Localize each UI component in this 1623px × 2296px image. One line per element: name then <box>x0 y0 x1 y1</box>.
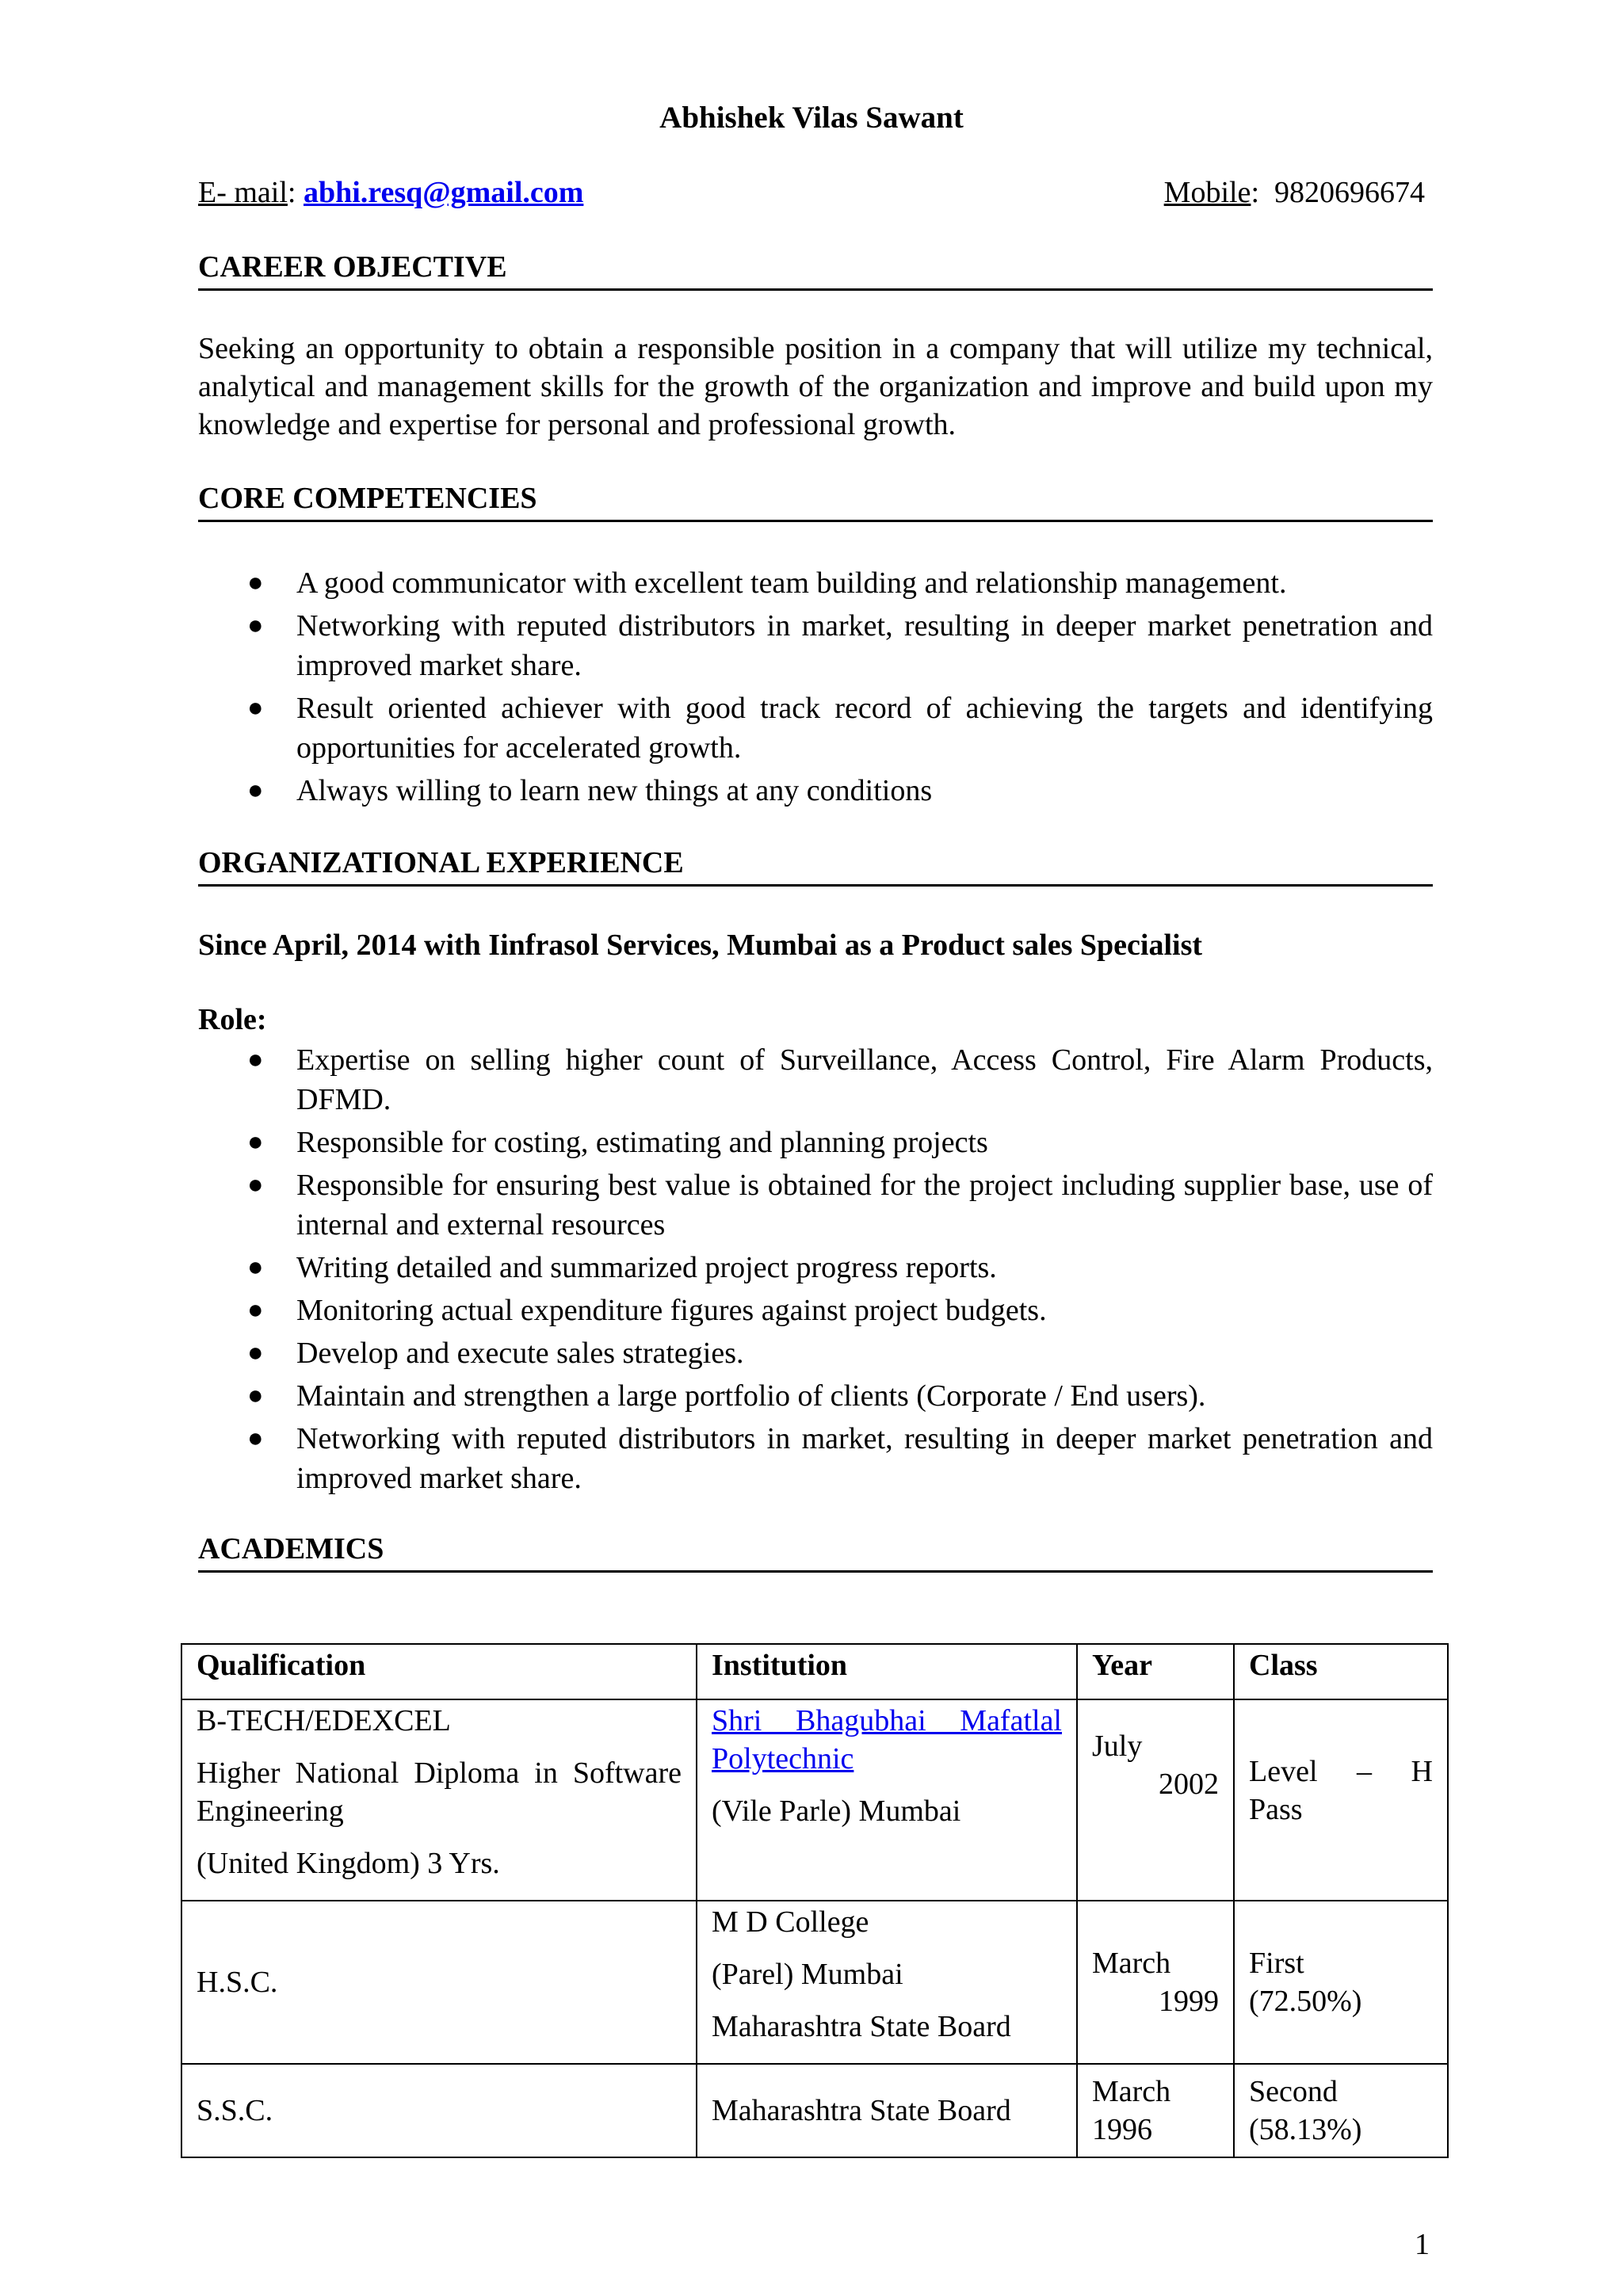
role-list <box>198 1040 1433 1501</box>
qualification-line: (United Kingdom) 3 Yrs. <box>197 1847 500 1880</box>
year-cell <box>1077 1699 1234 1901</box>
academics-table <box>181 1643 1449 2158</box>
bullet-icon: ● <box>247 1295 264 1325</box>
year-cell <box>1077 2064 1234 2157</box>
contact-line <box>198 173 1425 215</box>
institution-line: M D College <box>712 1905 869 1939</box>
table-row <box>181 1699 1448 1901</box>
bullet-icon: ● <box>247 1338 264 1367</box>
year-month: March <box>1092 1947 1171 1980</box>
year-cell <box>1077 1901 1234 2064</box>
class-cell <box>1234 2064 1448 2157</box>
bullet-icon: ● <box>247 1424 264 1453</box>
mobile-number: 9820696674 <box>1274 176 1425 209</box>
institution-link[interactable]: Shri Bhagubhai Mafatlal Polytechnic <box>712 1704 1062 1775</box>
year-value: 1996 <box>1092 2113 1152 2146</box>
email-group <box>198 173 583 212</box>
academics-heading: ACADEMICS <box>198 1531 1433 1573</box>
table-row <box>181 1901 1448 2064</box>
mobile-group <box>1164 173 1425 212</box>
list-item: ● Writing detailed and summarized project progress reports. <box>198 1248 1433 1287</box>
qualification-line: B-TECH/EDEXCEL <box>197 1704 451 1737</box>
institution-line: Maharashtra State Board <box>712 2010 1011 2043</box>
career-objective-heading: CAREER OBJECTIVE <box>198 249 1433 291</box>
email-link[interactable]: abhi.resq@gmail.com <box>303 176 584 209</box>
email-label: E- mail <box>198 176 288 209</box>
core-competencies-list <box>198 563 1433 814</box>
list-item: ● Result oriented achiever with good track record of achieving the targets and identifying opportunities for accelerated growth. <box>198 688 1433 768</box>
class-line: Second <box>1249 2075 1338 2108</box>
job-summary: Since April, 2014 with Iinfrasol Services, Mumbai as a Product sales Specialist <box>198 929 1203 962</box>
bullet-icon: ● <box>247 1170 264 1199</box>
year-month: July <box>1092 1730 1143 1763</box>
core-competencies-heading: CORE COMPETENCIES <box>198 480 1433 522</box>
list-item: ● Responsible for ensuring best value is obtained for the project including supplier base, use of internal and external resources <box>198 1165 1433 1245</box>
mobile-separator: : <box>1251 176 1259 209</box>
qualification-cell <box>181 2064 697 2157</box>
institution-line: (Vile Parle) Mumbai <box>712 1794 961 1828</box>
class-line: First <box>1249 1947 1304 1980</box>
bullet-icon: ● <box>247 693 264 723</box>
bullet-icon: ● <box>247 1253 264 1282</box>
qualification-line: Higher National Diploma in Software Engineering <box>197 1756 682 1828</box>
list-item: ● Responsible for costing, estimating and planning projects <box>198 1123 1433 1162</box>
column-header: Year <box>1077 1644 1234 1699</box>
list-item: ● Networking with reputed distributors in market, resulting in deeper market penetration and improved market share. <box>198 1419 1433 1498</box>
column-header: Class <box>1234 1644 1448 1699</box>
class-line: Pass <box>1249 1793 1303 1826</box>
bullet-icon: ● <box>247 1127 264 1157</box>
year-month: March <box>1092 2075 1171 2108</box>
qualification-cell <box>181 1699 697 1901</box>
email-separator: : <box>287 176 296 209</box>
institution-line: (Parel) Mumbai <box>712 1958 903 1991</box>
year-value: 2002 <box>1159 1768 1219 1801</box>
list-item: ● Always willing to learn new things at any conditions <box>198 771 1433 810</box>
list-item: ● Monitoring actual expenditure figures against project budgets. <box>198 1291 1433 1330</box>
qualification-line: S.S.C. <box>197 2094 273 2127</box>
year-value: 1999 <box>1159 1985 1219 2018</box>
list-item: ● Develop and execute sales strategies. <box>198 1333 1433 1373</box>
class-line: Level – H <box>1249 1755 1433 1788</box>
role-label: Role: <box>198 1003 267 1036</box>
bullet-icon: ● <box>247 611 264 640</box>
column-header: Institution <box>697 1644 1077 1699</box>
experience-heading: ORGANIZATIONAL EXPERIENCE <box>198 845 1433 887</box>
candidate-name: Abhishek Vilas Sawant <box>659 101 964 135</box>
institution-line: Maharashtra State Board <box>712 2094 1011 2127</box>
list-item: ● Maintain and strengthen a large portfolio of clients (Corporate / End users). <box>198 1376 1433 1416</box>
column-header: Qualification <box>181 1644 697 1699</box>
bullet-icon: ● <box>247 1045 264 1074</box>
institution-cell <box>697 1699 1077 1901</box>
qualification-cell <box>181 1901 697 2064</box>
bullet-icon: ● <box>247 568 264 597</box>
bullet-icon: ● <box>247 1381 264 1410</box>
class-line: (72.50%) <box>1249 1985 1362 2018</box>
list-item: ● A good communicator with excellent team building and relationship management. <box>198 563 1433 603</box>
career-objective-text: Seeking an opportunity to obtain a responsible position in a company that will utilize my technical, analytical and management skills for the growth of the organization and improve and build upon my knowledge and expertise for personal and professional growth. <box>198 332 1433 441</box>
institution-cell <box>697 2064 1077 2157</box>
table-row <box>181 2064 1448 2157</box>
mobile-label: Mobile <box>1163 176 1251 209</box>
list-item: ● Networking with reputed distributors in market, resulting in deeper market penetration and improved market share. <box>198 606 1433 685</box>
class-cell <box>1234 1901 1448 2064</box>
list-item: ● Expertise on selling higher count of Surveillance, Access Control, Fire Alarm Products, DFMD. <box>198 1040 1433 1119</box>
bullet-icon: ● <box>247 776 264 805</box>
institution-cell <box>697 1901 1077 2064</box>
class-line: (58.13%) <box>1249 2113 1362 2146</box>
class-cell <box>1234 1699 1448 1901</box>
qualification-line: H.S.C. <box>197 1966 278 1999</box>
table-header-row <box>181 1644 1448 1699</box>
page-number: 1 <box>1415 2228 1430 2261</box>
